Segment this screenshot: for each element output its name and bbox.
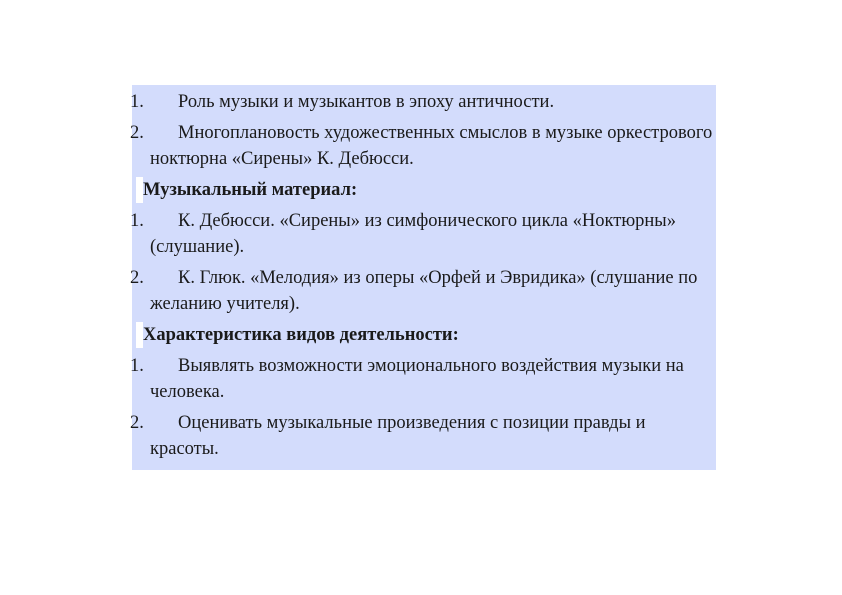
goal-item-2 bbox=[132, 120, 716, 172]
content-block bbox=[132, 85, 716, 470]
goal-item-2-text: Многоплановость художественных смыслов в музыке оркестрового ноктюрна «Сирены» К. Дебюсси. bbox=[150, 123, 713, 169]
activity-item-1-number: 1. bbox=[130, 356, 144, 376]
material-item-1-number: 1. bbox=[130, 211, 144, 231]
goal-item-1-text: Роль музыки и музыкантов в эпоху античности. bbox=[178, 92, 555, 112]
material-item-1-text: К. Дебюсси. «Сирены» из симфонического цикла «Ноктюрны» (слушание). bbox=[150, 211, 676, 257]
activity-item-2-number: 2. bbox=[130, 413, 144, 433]
material-heading: Музыкальный материал: bbox=[136, 177, 357, 203]
activity-item-2-text: Оценивать музыкальные произведения с позиции правды и красоты. bbox=[150, 413, 646, 459]
activity-item-1 bbox=[132, 353, 716, 405]
material-item-1 bbox=[132, 208, 716, 260]
goal-item-2-number: 2. bbox=[130, 123, 144, 143]
activity-item-1-text: Выявлять возможности эмоционального воздействия музыки на человека. bbox=[150, 356, 684, 402]
goal-item-1-number: 1. bbox=[130, 92, 144, 112]
activities-heading: Характеристика видов деятельности: bbox=[136, 322, 459, 348]
material-item-2-text: К. Глюк. «Мелодия» из оперы «Орфей и Эвридика» (слушание по желанию учителя). bbox=[150, 268, 698, 314]
activity-item-2 bbox=[132, 410, 716, 462]
material-item-2-number: 2. bbox=[130, 268, 144, 288]
material-item-2 bbox=[132, 265, 716, 317]
goal-item-1 bbox=[132, 89, 716, 115]
